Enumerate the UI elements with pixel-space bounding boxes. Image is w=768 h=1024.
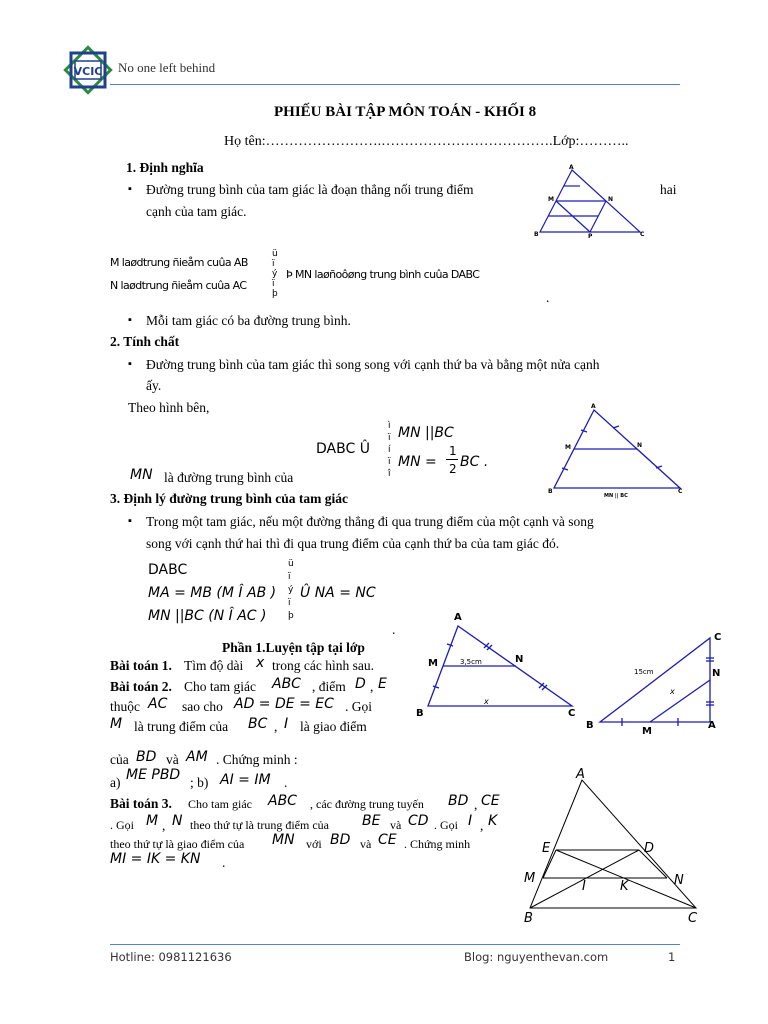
fig5-label-a: A	[576, 767, 585, 782]
part-1-heading: Phần 1.Luyện tập tại lớp	[222, 640, 365, 655]
bt3-c: . Gọi	[110, 818, 134, 832]
bt3-n: N	[172, 813, 183, 829]
section-3-heading: 3. Định lý đường trung bình của tam giác	[110, 491, 348, 506]
s2-frac-num: 1	[449, 444, 457, 458]
s3-bullet-1b: song với cạnh thứ hai thì đi qua trung điểm của cạnh thứ ba của tam giác đó.	[146, 536, 560, 551]
bt2-bd: BD	[136, 749, 157, 765]
bt3-abc: ABC	[268, 793, 297, 809]
fig5-label-c: C	[688, 911, 698, 924]
bt3-comma3: ,	[480, 818, 484, 833]
bt3-a: Cho tam giác	[188, 797, 252, 811]
section-1-heading: 1. Định nghĩa	[126, 160, 204, 175]
bt2-abc: ABC	[272, 676, 301, 692]
fig4-label-c: C	[714, 632, 722, 643]
s2-line-2b: BC .	[460, 454, 489, 470]
s2-frac-bar	[446, 459, 458, 460]
s3-line-2: MA = MB (M Î AB )	[148, 585, 277, 601]
tagline: No one left behind	[118, 60, 216, 75]
bt2-c: thuộc	[110, 699, 140, 714]
bt3-ce: CE	[481, 793, 500, 809]
bt2-ac: AC	[148, 696, 168, 712]
figure-exercise-3	[516, 764, 710, 924]
bt3-comma2: ,	[162, 818, 166, 833]
fig2-note: MN || BC	[604, 493, 628, 499]
footer-rule	[110, 944, 680, 945]
definition-brace: ü ï ý ï þ	[272, 249, 278, 299]
fig4-label-b: B	[586, 720, 594, 731]
bt3-end: .	[222, 855, 226, 870]
bt3-voi: với	[306, 837, 322, 851]
fig1-label-m: M	[548, 196, 554, 203]
bt2-m: M	[110, 716, 123, 732]
figure-exercise-1b	[582, 628, 728, 738]
fig2-label-c: C	[678, 488, 683, 495]
bt1-x: x	[256, 655, 265, 671]
bt3-goi: . Gọi	[434, 818, 458, 832]
s3-line-3: MN ||BC (N Î AC )	[148, 608, 267, 624]
s3-dot: .	[392, 622, 396, 637]
bt1-label: Bài toán 1.	[110, 658, 172, 673]
fig3-length: 3,5cm	[460, 658, 482, 666]
s1-bullet-1a: ▪ Đường trung bình của tam giác là đoạn thẳng nối trung điểm	[146, 182, 474, 198]
bt3-d: theo thứ tự là trung điểm của	[190, 818, 329, 832]
fig3-label-a: A	[454, 612, 462, 623]
s2-mn: MN	[130, 467, 153, 483]
fig5-label-i: I	[582, 879, 586, 894]
bt3-i: I	[468, 813, 473, 829]
fig5-label-m: M	[524, 871, 536, 886]
fig3-label-c: C	[568, 708, 576, 718]
page-title: PHIẾU BÀI TẬP MÔN TOÁN - KHỐI 8	[274, 104, 537, 120]
s2-frac-den: 2	[449, 462, 457, 476]
figure-exercise-1a	[412, 608, 588, 718]
fig4-label-a: A	[708, 720, 716, 731]
s1-bullet-1c: cạnh của tam giác.	[146, 204, 247, 219]
fig3-label-b: B	[416, 708, 424, 718]
bt3-expr: MI = IK = KN	[110, 851, 201, 867]
bt2-comma2: ,	[274, 719, 278, 734]
bt2-d: D	[355, 676, 366, 692]
s1-bullet-2: ▪ Mỗi tam giác có ba đường trung bình.	[146, 313, 351, 329]
footer-hotline: Hotline: 0981121636	[110, 950, 232, 964]
definition-result: Þ MN laøñoôøng trung bình cuûa DABC	[286, 268, 480, 281]
bt3-comma: ,	[474, 797, 478, 812]
bt3-va2: và	[360, 837, 372, 851]
s2-bullet-1a: ▪ Đường trung bình của tam giác thì song song với cạnh thứ ba và bằng một nửa cạnh	[146, 357, 600, 373]
fig1-label-p: P	[588, 233, 593, 238]
fig5-label-e: E	[542, 841, 551, 856]
bt2-cm: . Chứng minh :	[216, 752, 298, 767]
bt1-end: trong các hình sau.	[272, 658, 374, 673]
fig5-label-n: N	[674, 873, 684, 888]
s2-theo: Theo hình bên,	[128, 400, 210, 415]
bt2-va: và	[166, 752, 179, 767]
definition-line-1: M laødtrung ñieåm cuûa AB	[110, 256, 248, 269]
figure-midline-property	[544, 400, 690, 500]
footer-blog: Blog: nguyenthevan.com	[464, 950, 609, 964]
bt3-k: K	[488, 813, 498, 829]
s2-line-2a: MN =	[398, 454, 437, 470]
bt3-ce2: CE	[378, 832, 397, 848]
section-2-heading: 2. Tính chất	[110, 334, 180, 349]
fig1-label-c: C	[640, 231, 645, 238]
bt2-e2: là trung điểm của	[134, 719, 229, 734]
fig5-label-d: D	[644, 841, 655, 856]
fig3-label-n: N	[515, 654, 524, 665]
fig1-label-a: A	[569, 164, 574, 171]
fig5-label-b: B	[524, 911, 533, 924]
logo-graphic	[62, 44, 114, 96]
s3-result: Û NA = NC	[300, 585, 376, 601]
bt3-m: M	[146, 813, 159, 829]
bt2-eq: AD = DE = EC	[234, 696, 334, 712]
fig1-label-n: N	[608, 196, 614, 203]
s3-bullet-1a: ▪ Trong một tam giác, nếu một đường thẳng đi qua trung điểm của một cạnh và song	[146, 514, 594, 530]
bt3-cd: CD	[408, 813, 429, 829]
s1-bullet-1b: hai	[660, 182, 677, 197]
fig3-x: x	[484, 697, 489, 706]
bt3-e: theo thứ tự là giao điểm của	[110, 837, 245, 851]
bt2-e: E	[378, 676, 387, 692]
bt2-b-expr: AI = IM	[220, 772, 271, 788]
bt3-va: và	[390, 818, 402, 832]
fig4-length: 15cm	[634, 668, 654, 676]
s2-brace: ì ï í ï î	[388, 421, 391, 479]
fig4-label-n: N	[712, 668, 721, 679]
s2-bullet-1b: ấy.	[146, 378, 162, 393]
s3-line-1: DABC	[148, 562, 188, 578]
bt3-b: , các đường trung tuyến	[310, 797, 424, 811]
bt2-d2: sao cho	[182, 699, 223, 714]
s2-mn-text: là đường trung bình của	[164, 470, 294, 485]
fig2-label-b: B	[548, 488, 553, 495]
bt2-bc: BC	[248, 716, 268, 732]
bt1-text: Tìm độ dài	[184, 658, 244, 673]
definition-line-2: N laødtrung ñieåm cuûa AC	[110, 279, 247, 292]
bt2-a: Cho tam giác	[184, 679, 256, 694]
s3-brace: ü ï ý ï þ	[288, 559, 294, 621]
header-rule	[110, 84, 680, 85]
bt3-bd2: BD	[330, 832, 351, 848]
fig4-label-m: M	[642, 726, 652, 737]
bt2-goi: . Gọi	[345, 699, 372, 714]
bt3-bd: BD	[448, 793, 469, 809]
footer-page-number: 1	[668, 950, 676, 964]
bt2-comma: ,	[370, 679, 374, 694]
s2-dabc: DABC Û	[316, 441, 370, 457]
fig2-label-n: N	[637, 442, 643, 449]
fig3-label-m: M	[428, 658, 438, 669]
definition-dot: .	[546, 290, 550, 305]
fig1-label-b: B	[534, 231, 539, 238]
fig2-label-a: A	[591, 403, 596, 410]
fig5-label-k: K	[620, 879, 629, 894]
bt2-g: của	[110, 752, 129, 767]
logo-text: VCIC	[73, 65, 103, 78]
fig2-label-m: M	[565, 444, 571, 451]
bt3-label: Bài toán 3.	[110, 796, 172, 811]
bt2-i: I	[284, 716, 289, 732]
bt2-a-label: a)	[110, 775, 121, 790]
bt3-cm: . Chứng minh	[404, 837, 471, 851]
bt2-b-label: ; b)	[190, 775, 209, 790]
bt2-a-expr: ME PBD	[126, 767, 181, 783]
s2-line-1: MN ||BC	[398, 425, 454, 441]
bt3-be: BE	[362, 813, 381, 829]
bt2-label: Bài toán 2.	[110, 679, 172, 694]
name-class-line: Họ tên:…………………….……………………………….Lớp:………..	[224, 134, 629, 149]
bt3-mn: MN	[272, 832, 295, 848]
bt2-end: .	[284, 775, 288, 790]
figure-midlines	[534, 164, 646, 238]
logo	[62, 44, 114, 96]
bt2-b: , điểm	[312, 679, 346, 694]
bt2-f: là giao điểm	[300, 719, 367, 734]
fig4-x: x	[670, 687, 675, 696]
bt2-am: AM	[186, 749, 208, 765]
